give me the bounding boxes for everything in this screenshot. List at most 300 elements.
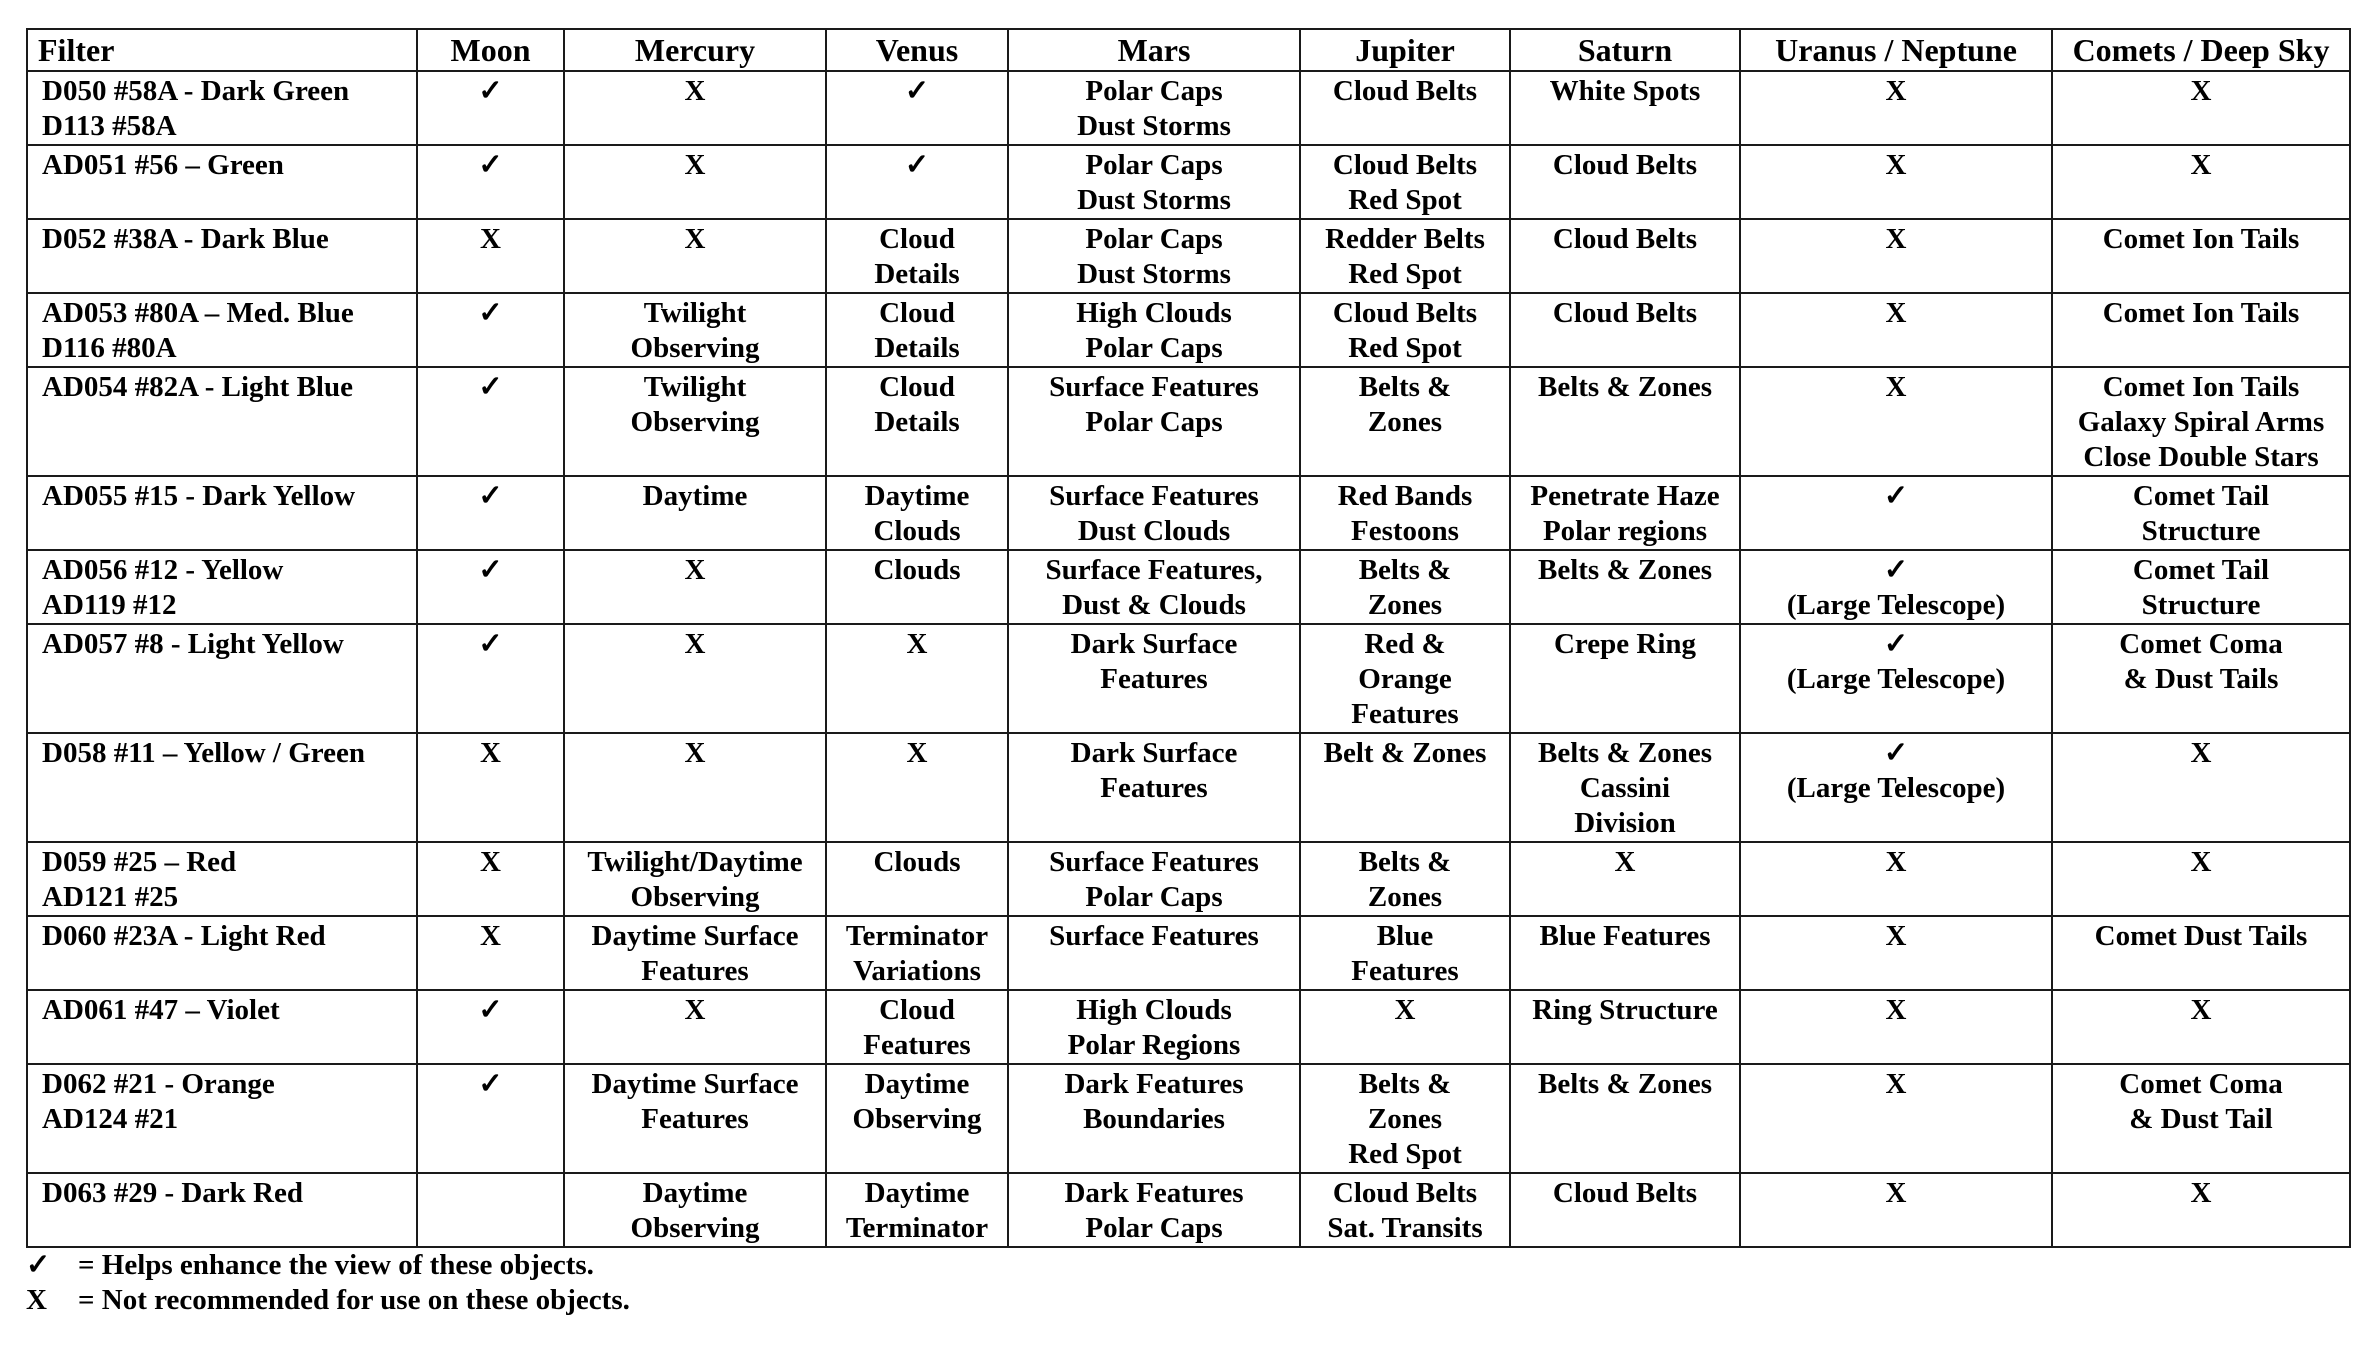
cell-venus — [826, 367, 1008, 476]
cell-line: Surface Features, — [1045, 554, 1263, 586]
header-row — [27, 29, 2350, 71]
cell-saturn — [1510, 367, 1740, 476]
cell-mars — [1008, 916, 1300, 990]
cell-line: Surface Features — [1049, 371, 1259, 403]
cell-line: X — [2190, 737, 2212, 769]
cell-comets-deep-sky — [2052, 476, 2350, 550]
table-body — [27, 71, 2350, 1247]
cell-jupiter — [1300, 842, 1510, 916]
cell-line: X — [2190, 994, 2212, 1026]
cell-line: Daytime — [864, 1177, 970, 1209]
cell-line: D050 #58A - Dark Green — [42, 75, 350, 107]
cell-line: Red Bands — [1337, 480, 1473, 512]
cell-comets-deep-sky — [2052, 733, 2350, 842]
cell-mercury — [564, 219, 826, 293]
cell-saturn — [1510, 293, 1740, 367]
cell-line: Belts & Zones — [1538, 737, 1712, 769]
cell-moon — [417, 916, 564, 990]
cell-venus — [826, 293, 1008, 367]
table-row — [27, 842, 2350, 916]
cell-line: Dust Storms — [1077, 258, 1231, 290]
cell-comets-deep-sky — [2052, 145, 2350, 219]
cell-line: Cloud Belts — [1552, 1177, 1698, 1209]
cell-mars — [1008, 1064, 1300, 1173]
cell-comets-deep-sky — [2052, 71, 2350, 145]
cell-line: Red & — [1364, 628, 1446, 660]
cell-line: Dust Storms — [1077, 110, 1231, 142]
cell-line: X — [1885, 149, 1907, 181]
header-moon: Moon — [417, 29, 564, 71]
cell-line: ✓ — [478, 1068, 503, 1100]
cell-line: D058 #11 – Yellow / Green — [42, 737, 366, 769]
cell-line: Cloud Belts — [1332, 149, 1478, 181]
cell-venus — [826, 476, 1008, 550]
cell-line: X — [1885, 920, 1907, 952]
cell-line: Polar Caps — [1085, 881, 1223, 913]
cell-line: X — [1885, 846, 1907, 878]
cell-line: Comet Coma — [2119, 1068, 2283, 1100]
cell-line: Belts & — [1358, 1068, 1452, 1100]
cell-mercury — [564, 1064, 826, 1173]
cell-uranus-neptune — [1740, 1064, 2052, 1173]
cell-line: White Spots — [1549, 75, 1701, 107]
cell-line: Daytime Surface — [591, 1068, 799, 1100]
cell-saturn — [1510, 624, 1740, 733]
cell-filter — [27, 476, 417, 550]
cell-saturn — [1510, 990, 1740, 1064]
cell-line: Orange — [1358, 663, 1452, 695]
cell-line: X — [906, 628, 928, 660]
header-filter: Filter — [27, 29, 417, 71]
cell-venus — [826, 624, 1008, 733]
cell-line: ✓ — [478, 149, 503, 181]
cell-line: Daytime — [642, 480, 748, 512]
cell-line: Observing — [630, 1212, 760, 1244]
cell-line: Polar Caps — [1085, 406, 1223, 438]
header-comets-deep-sky: Comets / Deep Sky — [2052, 29, 2350, 71]
cell-filter — [27, 1173, 417, 1247]
cell-comets-deep-sky — [2052, 219, 2350, 293]
cell-line: X — [1885, 1068, 1907, 1100]
cell-line: Features — [641, 955, 749, 987]
cell-line: AD124 #21 — [42, 1103, 179, 1135]
cell-venus — [826, 733, 1008, 842]
cell-line: Cassini — [1579, 772, 1671, 804]
cell-moon — [417, 733, 564, 842]
cell-line: Daytime — [864, 480, 970, 512]
cell-mercury — [564, 145, 826, 219]
cell-moon — [417, 550, 564, 624]
cell-mars — [1008, 733, 1300, 842]
cell-comets-deep-sky — [2052, 1064, 2350, 1173]
cell-filter — [27, 1064, 417, 1173]
cell-line: Zones — [1367, 406, 1443, 438]
cell-filter — [27, 219, 417, 293]
cell-line: AD055 #15 - Dark Yellow — [42, 480, 356, 512]
cell-line: Surface Features — [1049, 920, 1259, 952]
cell-line: X — [1885, 1177, 1907, 1209]
cell-line: Details — [874, 258, 960, 290]
cell-jupiter — [1300, 145, 1510, 219]
cell-line: Structure — [2141, 515, 2261, 547]
cell-mars — [1008, 476, 1300, 550]
cell-line: Blue — [1376, 920, 1434, 952]
table-row — [27, 145, 2350, 219]
cell-mars — [1008, 367, 1300, 476]
cell-line: Dark Features — [1064, 1068, 1244, 1100]
cell-line: Crepe Ring — [1553, 628, 1697, 660]
cell-line: ✓ — [478, 628, 503, 660]
cell-mars — [1008, 842, 1300, 916]
cell-line: ✓ — [478, 75, 503, 107]
table-row — [27, 1173, 2350, 1247]
cell-line: Comet Tail — [2132, 480, 2270, 512]
table-row — [27, 733, 2350, 842]
table-row — [27, 219, 2350, 293]
cell-uranus-neptune — [1740, 71, 2052, 145]
cell-uranus-neptune — [1740, 476, 2052, 550]
cell-uranus-neptune — [1740, 367, 2052, 476]
cell-jupiter — [1300, 1173, 1510, 1247]
cell-mercury — [564, 71, 826, 145]
cell-line: Zones — [1367, 881, 1443, 913]
cell-line: AD061 #47 – Violet — [42, 994, 280, 1026]
cell-line: Structure — [2141, 589, 2261, 621]
cell-line: Surface Features — [1049, 480, 1259, 512]
cell-line: Twilight — [643, 371, 747, 403]
cell-line: Features — [641, 1103, 749, 1135]
cell-line: X — [1885, 75, 1907, 107]
cell-line: ✓ — [1883, 554, 1909, 586]
cell-line: Red Spot — [1348, 184, 1462, 216]
cell-line: Belts & Zones — [1538, 554, 1712, 586]
cell-filter — [27, 367, 417, 476]
cell-line: X — [2190, 1177, 2212, 1209]
cell-line: X — [1885, 994, 1907, 1026]
cell-uranus-neptune — [1740, 145, 2052, 219]
cell-line: & Dust Tail — [2129, 1103, 2273, 1135]
cell-line: X — [684, 994, 706, 1026]
cell-line: Cloud Belts — [1332, 1177, 1478, 1209]
cell-mercury — [564, 624, 826, 733]
cell-line: Sat. Transits — [1327, 1212, 1483, 1244]
cell-line: Cloud — [879, 223, 955, 255]
cell-jupiter — [1300, 71, 1510, 145]
cell-line: X — [684, 149, 706, 181]
legend-text: = Not recommended for use on these objects. — [78, 1284, 630, 1316]
cell-filter — [27, 842, 417, 916]
cell-line: X — [2190, 75, 2212, 107]
legend — [26, 1248, 630, 1318]
cell-line: D059 #25 – Red — [42, 846, 237, 878]
checkmark-icon: ✓ — [26, 1249, 51, 1281]
cell-line: D052 #38A - Dark Blue — [42, 223, 329, 255]
cell-venus — [826, 990, 1008, 1064]
cell-line: Cloud — [879, 371, 955, 403]
cell-jupiter — [1300, 624, 1510, 733]
cell-moon — [417, 842, 564, 916]
cell-uranus-neptune — [1740, 916, 2052, 990]
cell-line: X — [480, 846, 501, 878]
cell-line: (Large Telescope) — [1786, 663, 2006, 695]
filter-table-container — [26, 28, 2349, 1248]
cell-line: X — [1885, 371, 1907, 403]
cell-moon — [417, 219, 564, 293]
cell-line: (Large Telescope) — [1786, 589, 2006, 621]
x-mark-icon: X — [26, 1284, 47, 1316]
cell-line: Division — [1574, 807, 1676, 839]
table-row — [27, 476, 2350, 550]
cell-line: (Large Telescope) — [1786, 772, 2006, 804]
cell-line: ✓ — [478, 480, 503, 512]
cell-mercury — [564, 293, 826, 367]
cell-saturn — [1510, 733, 1740, 842]
cell-line: Daytime — [864, 1068, 970, 1100]
cell-line: Cloud Belts — [1332, 297, 1478, 329]
cell-line: Cloud Belts — [1552, 223, 1698, 255]
cell-line: Belts & — [1358, 846, 1452, 878]
cell-line: ✓ — [1883, 737, 1909, 769]
cell-line: AD057 #8 - Light Yellow — [42, 628, 344, 660]
table-row — [27, 624, 2350, 733]
cell-line: AD054 #82A - Light Blue — [42, 371, 353, 403]
cell-line: Comet Ion Tails — [2102, 223, 2300, 255]
cell-uranus-neptune — [1740, 733, 2052, 842]
cell-line: Blue Features — [1539, 920, 1711, 952]
cell-line: Cloud Belts — [1552, 297, 1698, 329]
cell-uranus-neptune — [1740, 1173, 2052, 1247]
cell-line: X — [480, 223, 501, 255]
cell-filter — [27, 550, 417, 624]
cell-line: Belts & — [1358, 371, 1452, 403]
filter-table — [26, 28, 2351, 1248]
cell-venus — [826, 916, 1008, 990]
cell-line: ✓ — [478, 554, 503, 586]
cell-moon — [417, 1173, 564, 1247]
cell-mars — [1008, 71, 1300, 145]
cell-line: Clouds — [873, 554, 961, 586]
cell-line: Terminator — [845, 920, 989, 952]
cell-line: Features — [1351, 955, 1459, 987]
cell-line: & Dust Tails — [2123, 663, 2279, 695]
cell-uranus-neptune — [1740, 293, 2052, 367]
cell-line: Zones — [1367, 589, 1443, 621]
cell-filter — [27, 624, 417, 733]
header-venus: Venus — [826, 29, 1008, 71]
cell-line: Features — [1351, 698, 1459, 730]
cell-comets-deep-sky — [2052, 367, 2350, 476]
cell-comets-deep-sky — [2052, 624, 2350, 733]
cell-line: Daytime — [642, 1177, 748, 1209]
cell-mercury — [564, 916, 826, 990]
cell-mercury — [564, 1173, 826, 1247]
cell-line: Belts & — [1358, 554, 1452, 586]
cell-venus — [826, 842, 1008, 916]
cell-filter — [27, 145, 417, 219]
cell-mercury — [564, 842, 826, 916]
header-jupiter: Jupiter — [1300, 29, 1510, 71]
cell-moon — [417, 1064, 564, 1173]
cell-line: Red Spot — [1348, 332, 1462, 364]
cell-uranus-neptune — [1740, 624, 2052, 733]
cell-saturn — [1510, 219, 1740, 293]
cell-line: Boundaries — [1083, 1103, 1225, 1135]
table-row — [27, 367, 2350, 476]
cell-line: ✓ — [904, 75, 930, 107]
cell-filter — [27, 71, 417, 145]
cell-venus — [826, 219, 1008, 293]
cell-line: X — [1394, 994, 1416, 1026]
table-row — [27, 916, 2350, 990]
cell-line: Red Spot — [1348, 258, 1462, 290]
cell-line: X — [684, 628, 706, 660]
cell-jupiter — [1300, 1064, 1510, 1173]
cell-line: Polar Caps — [1085, 75, 1223, 107]
cell-line: Polar Caps — [1085, 223, 1223, 255]
cell-line: ✓ — [478, 994, 503, 1026]
cell-line: D063 #29 - Dark Red — [42, 1177, 303, 1209]
cell-line: AD119 #12 — [42, 589, 177, 621]
cell-line: Redder Belts — [1325, 223, 1485, 255]
cell-comets-deep-sky — [2052, 1173, 2350, 1247]
cell-line: Cloud — [879, 297, 955, 329]
cell-line: ✓ — [1883, 480, 1909, 512]
cell-comets-deep-sky — [2052, 990, 2350, 1064]
cell-jupiter — [1300, 293, 1510, 367]
cell-line: AD051 #56 – Green — [42, 149, 284, 181]
cell-line: Belts & Zones — [1538, 371, 1712, 403]
cell-mercury — [564, 550, 826, 624]
cell-line: Polar Caps — [1085, 1212, 1223, 1244]
cell-line: Details — [874, 332, 960, 364]
cell-saturn — [1510, 476, 1740, 550]
table-row — [27, 550, 2350, 624]
cell-moon — [417, 476, 564, 550]
cell-mars — [1008, 219, 1300, 293]
cell-line: Dark Features — [1064, 1177, 1244, 1209]
cell-mercury — [564, 733, 826, 842]
cell-line: Cloud Belts — [1552, 149, 1698, 181]
cell-line: Festoons — [1351, 515, 1459, 547]
cell-mars — [1008, 550, 1300, 624]
legend-row-x — [26, 1283, 630, 1318]
cell-moon — [417, 624, 564, 733]
cell-venus — [826, 1064, 1008, 1173]
cell-line: Observing — [630, 406, 760, 438]
cell-line: X — [906, 737, 928, 769]
cell-comets-deep-sky — [2052, 550, 2350, 624]
cell-saturn — [1510, 550, 1740, 624]
cell-line: Dust Storms — [1077, 184, 1231, 216]
legend-text: = Helps enhance the view of these objects. — [78, 1249, 594, 1281]
cell-line: Clouds — [873, 846, 961, 878]
cell-line: X — [480, 737, 501, 769]
cell-uranus-neptune — [1740, 842, 2052, 916]
cell-line: Twilight — [643, 297, 747, 329]
cell-line: AD121 #25 — [42, 881, 179, 913]
cell-line: Red Spot — [1348, 1138, 1462, 1170]
cell-moon — [417, 367, 564, 476]
cell-filter — [27, 293, 417, 367]
cell-line: Dust & Clouds — [1062, 589, 1246, 621]
cell-line: D116 #80A — [42, 332, 177, 364]
table-row — [27, 990, 2350, 1064]
legend-row-check — [26, 1248, 630, 1283]
cell-line: High Clouds — [1076, 297, 1232, 329]
cell-mercury — [564, 990, 826, 1064]
cell-line: Dark Surface — [1070, 628, 1238, 660]
cell-jupiter — [1300, 733, 1510, 842]
cell-line: Observing — [630, 881, 760, 913]
cell-line: X — [684, 737, 706, 769]
cell-line: Features — [1100, 663, 1208, 695]
cell-line: ✓ — [904, 149, 930, 181]
cell-line: Galaxy Spiral Arms — [2077, 406, 2325, 438]
cell-line: Variations — [853, 955, 981, 987]
cell-line: Penetrate Haze — [1530, 480, 1720, 512]
cell-line: Polar Caps — [1085, 149, 1223, 181]
cell-line: X — [1885, 223, 1907, 255]
cell-line: Comet Tail — [2132, 554, 2270, 586]
cell-jupiter — [1300, 990, 1510, 1064]
cell-uranus-neptune — [1740, 550, 2052, 624]
cell-line: Polar Regions — [1067, 1029, 1241, 1061]
cell-mars — [1008, 293, 1300, 367]
cell-mars — [1008, 145, 1300, 219]
cell-saturn — [1510, 916, 1740, 990]
cell-line: Daytime Surface — [591, 920, 799, 952]
cell-line: X — [2190, 149, 2212, 181]
cell-line: X — [480, 920, 501, 952]
cell-line: Features — [863, 1029, 971, 1061]
cell-line: D060 #23A - Light Red — [42, 920, 326, 952]
cell-line: Belts & Zones — [1538, 1068, 1712, 1100]
cell-line: Cloud Belts — [1332, 75, 1478, 107]
cell-line: Ring Structure — [1532, 994, 1718, 1026]
cell-venus — [826, 145, 1008, 219]
cell-mars — [1008, 624, 1300, 733]
cell-line: Zones — [1367, 1103, 1443, 1135]
table-row — [27, 293, 2350, 367]
cell-line: D113 #58A — [42, 110, 177, 142]
cell-mars — [1008, 990, 1300, 1064]
cell-venus — [826, 550, 1008, 624]
cell-line: ✓ — [478, 371, 503, 403]
cell-mercury — [564, 476, 826, 550]
cell-venus — [826, 1173, 1008, 1247]
cell-comets-deep-sky — [2052, 842, 2350, 916]
cell-line: Details — [874, 406, 960, 438]
cell-line: Surface Features — [1049, 846, 1259, 878]
cell-jupiter — [1300, 550, 1510, 624]
cell-saturn — [1510, 1173, 1740, 1247]
cell-comets-deep-sky — [2052, 916, 2350, 990]
cell-uranus-neptune — [1740, 219, 2052, 293]
cell-saturn — [1510, 1064, 1740, 1173]
cell-jupiter — [1300, 476, 1510, 550]
cell-moon — [417, 990, 564, 1064]
cell-line: AD053 #80A – Med. Blue — [42, 297, 354, 329]
header-mars: Mars — [1008, 29, 1300, 71]
cell-line: High Clouds — [1076, 994, 1232, 1026]
cell-mercury — [564, 367, 826, 476]
cell-filter — [27, 990, 417, 1064]
cell-line: Observing — [630, 332, 760, 364]
cell-line: X — [684, 223, 706, 255]
cell-line: X — [2190, 846, 2212, 878]
cell-line: AD056 #12 - Yellow — [42, 554, 284, 586]
cell-line: Clouds — [873, 515, 961, 547]
